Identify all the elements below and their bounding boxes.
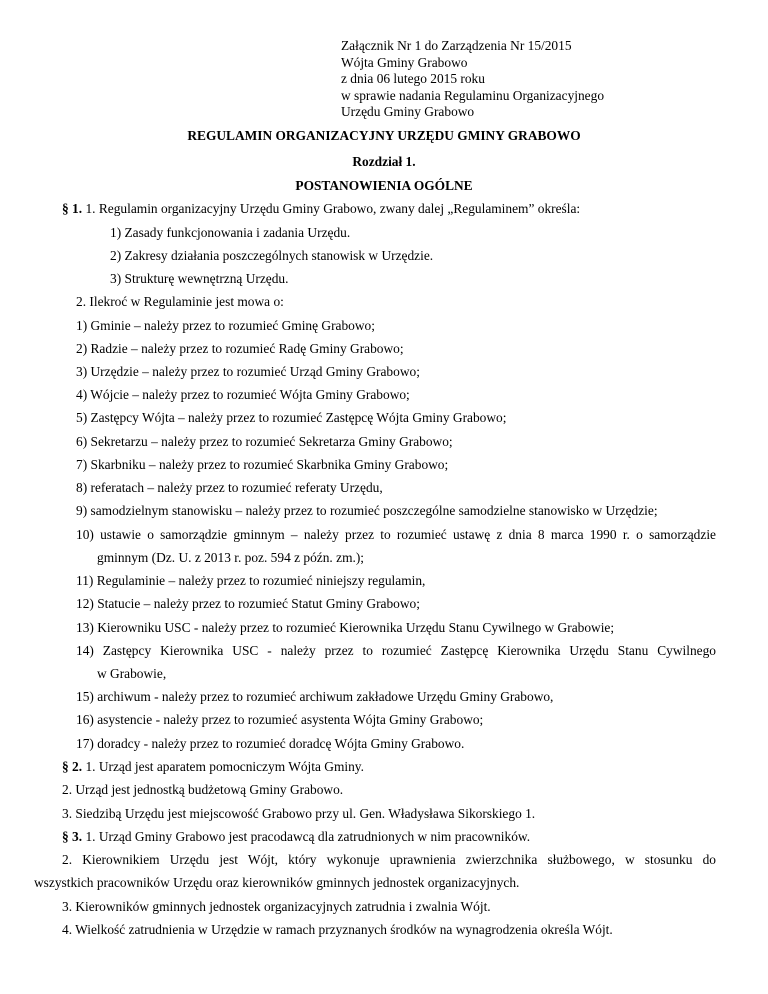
definition-item: 14) Zastępcy Kierownika USC - należy przez to rozumieć Zastępcę Kierownika Urzędu Stanu Cywilnego bbox=[76, 643, 716, 658]
chapter-title: POSTANOWIENIA OGÓLNE bbox=[295, 178, 473, 193]
definition-item: 15) archiwum - należy przez to rozumieć archiwum zakładowe Urzędu Gminy Grabowo, bbox=[76, 689, 554, 704]
paragraph-mark: § 3. bbox=[62, 829, 83, 844]
list-item: 2) Zakresy działania poszczególnych stanowisk w Urzędzie. bbox=[110, 248, 434, 263]
document-title: REGULAMIN ORGANIZACYJNY URZĘDU GMINY GRABOWO bbox=[187, 128, 581, 143]
paragraph-text: 3. Kierowników gminnych jednostek organizacyjnych zatrudnia i zwalnia Wójt. bbox=[62, 899, 491, 914]
definition-item-continuation: w Grabowie, bbox=[97, 666, 167, 681]
paragraph-text: 1. Urząd jest aparatem pomocniczym Wójta Gminy. bbox=[85, 759, 364, 774]
definition-item: 7) Skarbniku – należy przez to rozumieć Skarbnika Gminy Grabowo; bbox=[76, 457, 449, 472]
paragraph-1-intro bbox=[62, 201, 580, 217]
definition-item: 10) ustawie o samorządzie gminnym – należy przez to rozumieć ustawę z dnia 8 marca 1990 r. o samorządzie bbox=[76, 527, 716, 542]
definition-item-continuation: gminnym (Dz. U. z 2013 r. poz. 594 z późn. zm.); bbox=[97, 550, 365, 565]
attachment-note-line: Urzędu Gminy Grabowo bbox=[341, 104, 475, 120]
definition-item: 8) referatach – należy przez to rozumieć referaty Urzędu, bbox=[76, 480, 383, 495]
paragraph-mark: § 2. bbox=[62, 759, 83, 774]
paragraph-text: 4. Wielkość zatrudnienia w Urzędzie w ramach przyznanych środków na wynagrodzenia określa Wójt. bbox=[62, 922, 613, 937]
paragraph-text: 1. Regulamin organizacyjny Urzędu Gminy Grabowo, zwany dalej „Regulaminem” określa: bbox=[85, 201, 581, 216]
definition-item: 12) Statucie – należy przez to rozumieć Statut Gminy Grabowo; bbox=[76, 596, 420, 611]
chapter-number: Rozdział 1. bbox=[352, 154, 416, 169]
definition-item: 4) Wójcie – należy przez to rozumieć Wójta Gminy Grabowo; bbox=[76, 387, 410, 402]
paragraph-mark: § 1. bbox=[62, 201, 83, 216]
paragraph-text-continuation: wszystkich pracowników Urzędu oraz kierowników gminnych jednostek organizacyjnych. bbox=[34, 875, 520, 890]
definition-item: 1) Gminie – należy przez to rozumieć Gminę Grabowo; bbox=[76, 318, 375, 333]
definition-item: 9) samodzielnym stanowisku – należy przez to rozumieć poszczególne samodzielne stanowisko w Urzędzie; bbox=[76, 503, 658, 518]
definition-item: 17) doradcy - należy przez to rozumieć doradcę Wójta Gminy Grabowo. bbox=[76, 736, 465, 751]
definition-item: 5) Zastępcy Wójta – należy przez to rozumieć Zastępcę Wójta Gminy Grabowo; bbox=[76, 410, 507, 425]
paragraph-3-intro bbox=[62, 829, 530, 845]
definition-item: 13) Kierowniku USC - należy przez to rozumieć Kierownika Urzędu Stanu Cywilnego w Grabowie; bbox=[76, 620, 615, 635]
definition-item: 11) Regulaminie – należy przez to rozumieć niniejszy regulamin, bbox=[76, 573, 426, 588]
definition-item: 6) Sekretarzu – należy przez to rozumieć Sekretarza Gminy Grabowo; bbox=[76, 434, 453, 449]
list-item: 3) Strukturę wewnętrzną Urzędu. bbox=[110, 271, 289, 286]
attachment-note-line: z dnia 06 lutego 2015 roku bbox=[341, 71, 485, 87]
list-item: 1) Zasady funkcjonowania i zadania Urzędu. bbox=[110, 225, 351, 240]
attachment-note bbox=[341, 38, 604, 121]
definition-item: 16) asystencie - należy przez to rozumieć asystenta Wójta Gminy Grabowo; bbox=[76, 712, 484, 727]
attachment-note-line: Wójta Gminy Grabowo bbox=[341, 54, 468, 70]
definition-item: 2) Radzie – należy przez to rozumieć Radę Gminy Grabowo; bbox=[76, 341, 404, 356]
definition-item: 3) Urzędzie – należy przez to rozumieć Urząd Gminy Grabowo; bbox=[76, 364, 420, 379]
paragraph-text: 1. Urząd Gminy Grabowo jest pracodawcą dla zatrudnionych w nim pracowników. bbox=[85, 829, 531, 844]
paragraph-text: 2. Ilekroć w Regulaminie jest mowa o: bbox=[76, 294, 284, 309]
paragraph-text: 3. Siedzibą Urzędu jest miejscowość Grabowo przy ul. Gen. Władysława Sikorskiego 1. bbox=[62, 806, 536, 821]
paragraph-text: 2. Urząd jest jednostką budżetową Gminy Grabowo. bbox=[62, 782, 344, 797]
paragraph-text: 2. Kierownikiem Urzędu jest Wójt, który wykonuje uprawnienia zwierzchnika służbowego, w stosunku do bbox=[62, 852, 716, 867]
paragraph-2-intro bbox=[62, 759, 364, 775]
attachment-note-line: Załącznik Nr 1 do Zarządzenia Nr 15/2015 bbox=[341, 38, 572, 53]
attachment-note-line: w sprawie nadania Regulaminu Organizacyjnego bbox=[341, 87, 605, 103]
